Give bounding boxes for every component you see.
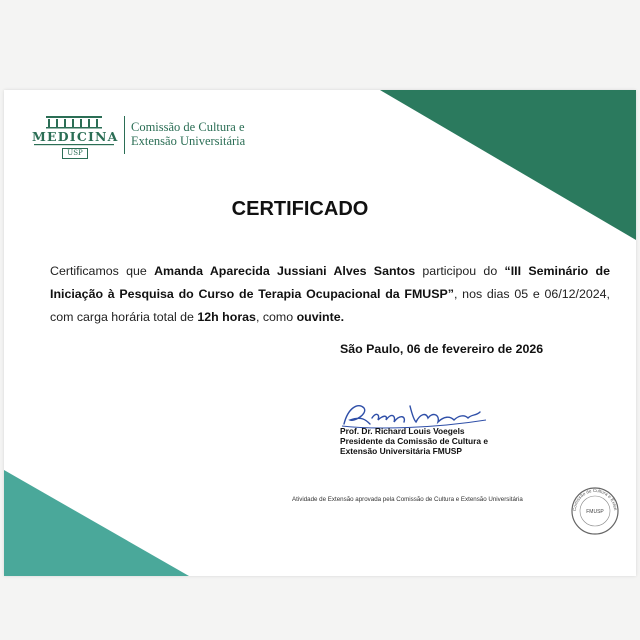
signer-role-line2: Extensão Universitária FMUSP xyxy=(340,446,462,456)
logo-usp: USP xyxy=(62,148,88,159)
hours-text: 12h horas xyxy=(197,310,256,324)
logo-name: MEDICINA xyxy=(32,129,119,144)
certificate-body xyxy=(50,260,610,329)
intro-text: Certificamos que xyxy=(50,264,155,278)
seal-text: Comissão de Cultura e Exten xyxy=(571,487,619,512)
seal-center: FMUSP xyxy=(586,509,604,515)
place-date: São Paulo, 06 de fevereiro de 2026 xyxy=(340,342,544,356)
participant-name: Amanda Aparecida Jussiani Alves Santos xyxy=(154,264,416,278)
event-name: “III Seminário de Iniciação à Pesquisa do Curso de Terapia Ocupacional da FMUSP” xyxy=(50,264,610,301)
as-text: , como xyxy=(255,310,297,324)
signer-name: Prof. Dr. Richard Louis Voegels xyxy=(340,426,465,436)
signer-block xyxy=(340,426,540,456)
dates-text: , nos dias 05 e 06/12/2024, com carga horária total de xyxy=(50,287,610,324)
approval-note: Atividade de Extensão aprovada pela Comissão de Cultura e Extensão Universitária xyxy=(292,496,523,503)
svg-text:Comissão de Cultura e Extensão xyxy=(570,486,618,511)
medicina-usp-logo xyxy=(30,112,290,162)
role-text: ouvinte. xyxy=(296,310,345,324)
participated-text: participou do xyxy=(415,264,505,278)
seal-stamp-icon xyxy=(570,486,620,536)
commission-line2: Extensão Universitária xyxy=(131,134,246,148)
certificate-title: CERTIFICADO xyxy=(231,198,369,220)
signer-role-line1: Presidente da Comissão de Cultura e xyxy=(340,436,489,446)
commission-name xyxy=(131,120,291,148)
bottom-left-triangle xyxy=(4,90,636,576)
logo-divider xyxy=(124,116,125,154)
commission-line1: Comissão de Cultura e xyxy=(131,120,245,134)
certificate-card xyxy=(4,90,636,576)
